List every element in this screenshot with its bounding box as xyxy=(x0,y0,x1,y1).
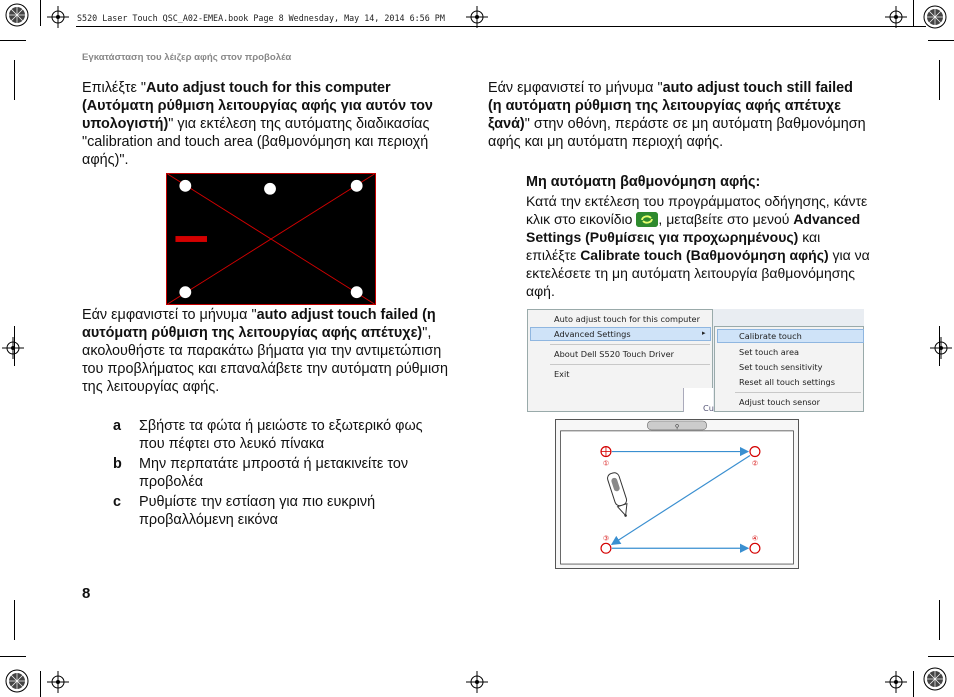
calib-dot xyxy=(351,180,363,192)
touch-driver-tray-icon xyxy=(636,212,658,227)
still-failed-post: " στην οθόνη, περάστε σε μη αυτόματη βαθμονόμηση αφής και μη αυτόματη περιοχή αφής. xyxy=(488,116,866,151)
crosshair-mark xyxy=(885,6,907,28)
manual-bold: Calibrate touch (Βαθμονόμηση αφής) xyxy=(580,247,829,264)
calib-dot xyxy=(179,286,191,298)
still-failed-paragraph xyxy=(488,79,868,151)
window-cut-text: Cu xyxy=(703,403,714,412)
registration-mark-bottom-right xyxy=(922,666,948,692)
submenu-item-set-touch-area[interactable]: Set touch area xyxy=(739,347,800,357)
failed-bold: auto adjust touch failed (η αυτόματη ρύθμιση της λειτουργίας αφής απέτυχε) xyxy=(82,307,436,342)
calib-progress xyxy=(175,236,207,242)
marker-label: ③ xyxy=(602,534,610,543)
step-letter: b xyxy=(113,456,122,472)
intro-paragraph xyxy=(82,79,462,169)
step-item xyxy=(113,455,463,491)
trim-line xyxy=(939,60,940,100)
intro-post: " για εκτέλεση της αυτόματης διαδικασίας "calibration and touch area (βαθμονόμηση και περιοχή αφής)". xyxy=(82,116,430,169)
submenu-item-adjust-sensor[interactable]: Adjust touch sensor xyxy=(739,397,821,407)
submenu-arrow-icon: ▸ xyxy=(702,329,706,337)
trim-line xyxy=(40,671,41,697)
page-number: 8 xyxy=(82,585,91,602)
print-slug: S520 Laser Touch QSC_A02-EMEA.book Page 8 Wednesday, May 14, 2014 6:56 PM xyxy=(77,14,445,24)
trim-line xyxy=(939,326,940,366)
manual-paragraph xyxy=(526,192,871,301)
crosshair-mark xyxy=(47,671,69,693)
step-item xyxy=(113,417,443,453)
crosshair-mark xyxy=(466,671,488,693)
crosshair-mark xyxy=(885,671,907,693)
step-letter: a xyxy=(113,418,122,434)
trim-line xyxy=(928,656,954,657)
manual-bold: Advanced Settings (Ρυθμίσεις για προχωρημένους) xyxy=(526,211,861,246)
manual-text: Κατά την εκτέλεση του προγράμματος οδήγησης, κάντε κλικ στο εικονίδιο xyxy=(526,193,868,228)
crosshair-mark xyxy=(2,337,24,359)
step-letter: c xyxy=(113,494,122,510)
manual-heading: Μη αυτόματη βαθμονόμηση αφής: xyxy=(526,174,761,190)
intro-bold: Auto adjust touch for this computer (Αυτόματη ρύθμιση λειτουργίας αφής για αυτόν τον υπολογιστή) xyxy=(82,80,433,133)
failed-paragraph xyxy=(82,306,462,396)
trim-line xyxy=(913,0,914,26)
manual-text: , μεταβείτε στο μενού xyxy=(658,211,790,228)
trim-line xyxy=(939,600,940,640)
trim-line xyxy=(14,326,15,366)
calib-dot xyxy=(351,286,363,298)
failed-post: ", ακολουθήστε τα παρακάτω βήματα για την αντιμετώπιση του προβλήματος και επαναλάβετε την αυτόματη ρύθμιση της λειτουργίας αφής. xyxy=(82,325,449,396)
touch-calibration-diagram xyxy=(555,419,799,569)
menu-separator xyxy=(735,392,861,393)
manual-text: και επιλέξτε xyxy=(526,229,821,264)
submenu-item-calibrate-touch[interactable]: Calibrate touch xyxy=(739,331,802,341)
step-item xyxy=(113,493,443,529)
svg-text:⚲: ⚲ xyxy=(674,424,680,431)
trim-line xyxy=(928,40,954,41)
step-text: Μην περπατάτε μπροστά ή μετακινείτε τον προβολέα xyxy=(139,456,409,491)
trim-line xyxy=(0,656,26,657)
calib-dot xyxy=(264,183,276,195)
crosshair-mark xyxy=(466,6,488,28)
trim-line xyxy=(913,671,914,697)
crosshair-mark xyxy=(930,337,952,359)
menu-item-exit[interactable]: Exit xyxy=(554,369,570,379)
context-menu-screenshot xyxy=(527,309,864,412)
intro-pre: Επιλέξτε " xyxy=(82,80,146,96)
marker-label: ② xyxy=(751,459,759,468)
step-text: Ρυθμίστε την εστίαση για πιο ευκρινή προβαλλόμενη εικόνα xyxy=(139,494,376,529)
touch-point-4 xyxy=(750,543,760,553)
submenu-item-reset-settings[interactable]: Reset all touch settings xyxy=(739,377,835,387)
running-head: Εγκατάσταση του λέιζερ αφής στον προβολέα xyxy=(82,52,292,63)
submenu-item-touch-sensitivity[interactable]: Set touch sensitivity xyxy=(739,362,823,372)
still-failed-bold: auto adjust touch still failed (η αυτόματη ρύθμιση της λειτουργίας αφής απέτυχε ξανά) xyxy=(488,80,853,133)
trim-line xyxy=(0,40,26,41)
trim-line xyxy=(40,0,41,26)
touch-point-2 xyxy=(750,447,760,457)
marker-label: ① xyxy=(602,459,610,468)
menu-separator xyxy=(550,364,710,365)
menu-item-auto-adjust[interactable]: Auto adjust touch for this computer xyxy=(554,314,700,324)
crosshair-mark xyxy=(47,6,69,28)
advanced-settings-submenu xyxy=(714,326,864,412)
step-text: Σβήστε τα φώτα ή μειώστε το εξωτερικό φως που πέφτει στο λευκό πίνακα xyxy=(139,418,423,453)
touch-point-3 xyxy=(601,543,611,553)
trim-line xyxy=(14,600,15,640)
calib-dot xyxy=(179,180,191,192)
context-menu xyxy=(527,309,713,412)
trim-line xyxy=(14,60,15,100)
still-failed-pre: Εάν εμφανιστεί το μήνυμα " xyxy=(488,80,663,96)
registration-mark-bottom-left xyxy=(4,668,30,694)
trim-line xyxy=(76,26,926,27)
menu-separator xyxy=(550,344,710,345)
menu-item-advanced-settings[interactable]: Advanced Settings xyxy=(554,329,631,339)
failed-pre: Εάν εμφανιστεί το μήνυμα " xyxy=(82,307,257,323)
calibration-screen-image xyxy=(166,173,376,305)
menu-item-about[interactable]: About Dell S520 Touch Driver xyxy=(554,349,675,359)
registration-mark-top-left xyxy=(4,2,30,28)
manual-text: για να εκτελέσετε τη μη αυτόματη λειτουργία βαθμονόμησης αφή. xyxy=(526,247,870,300)
marker-label: ④ xyxy=(751,534,759,543)
